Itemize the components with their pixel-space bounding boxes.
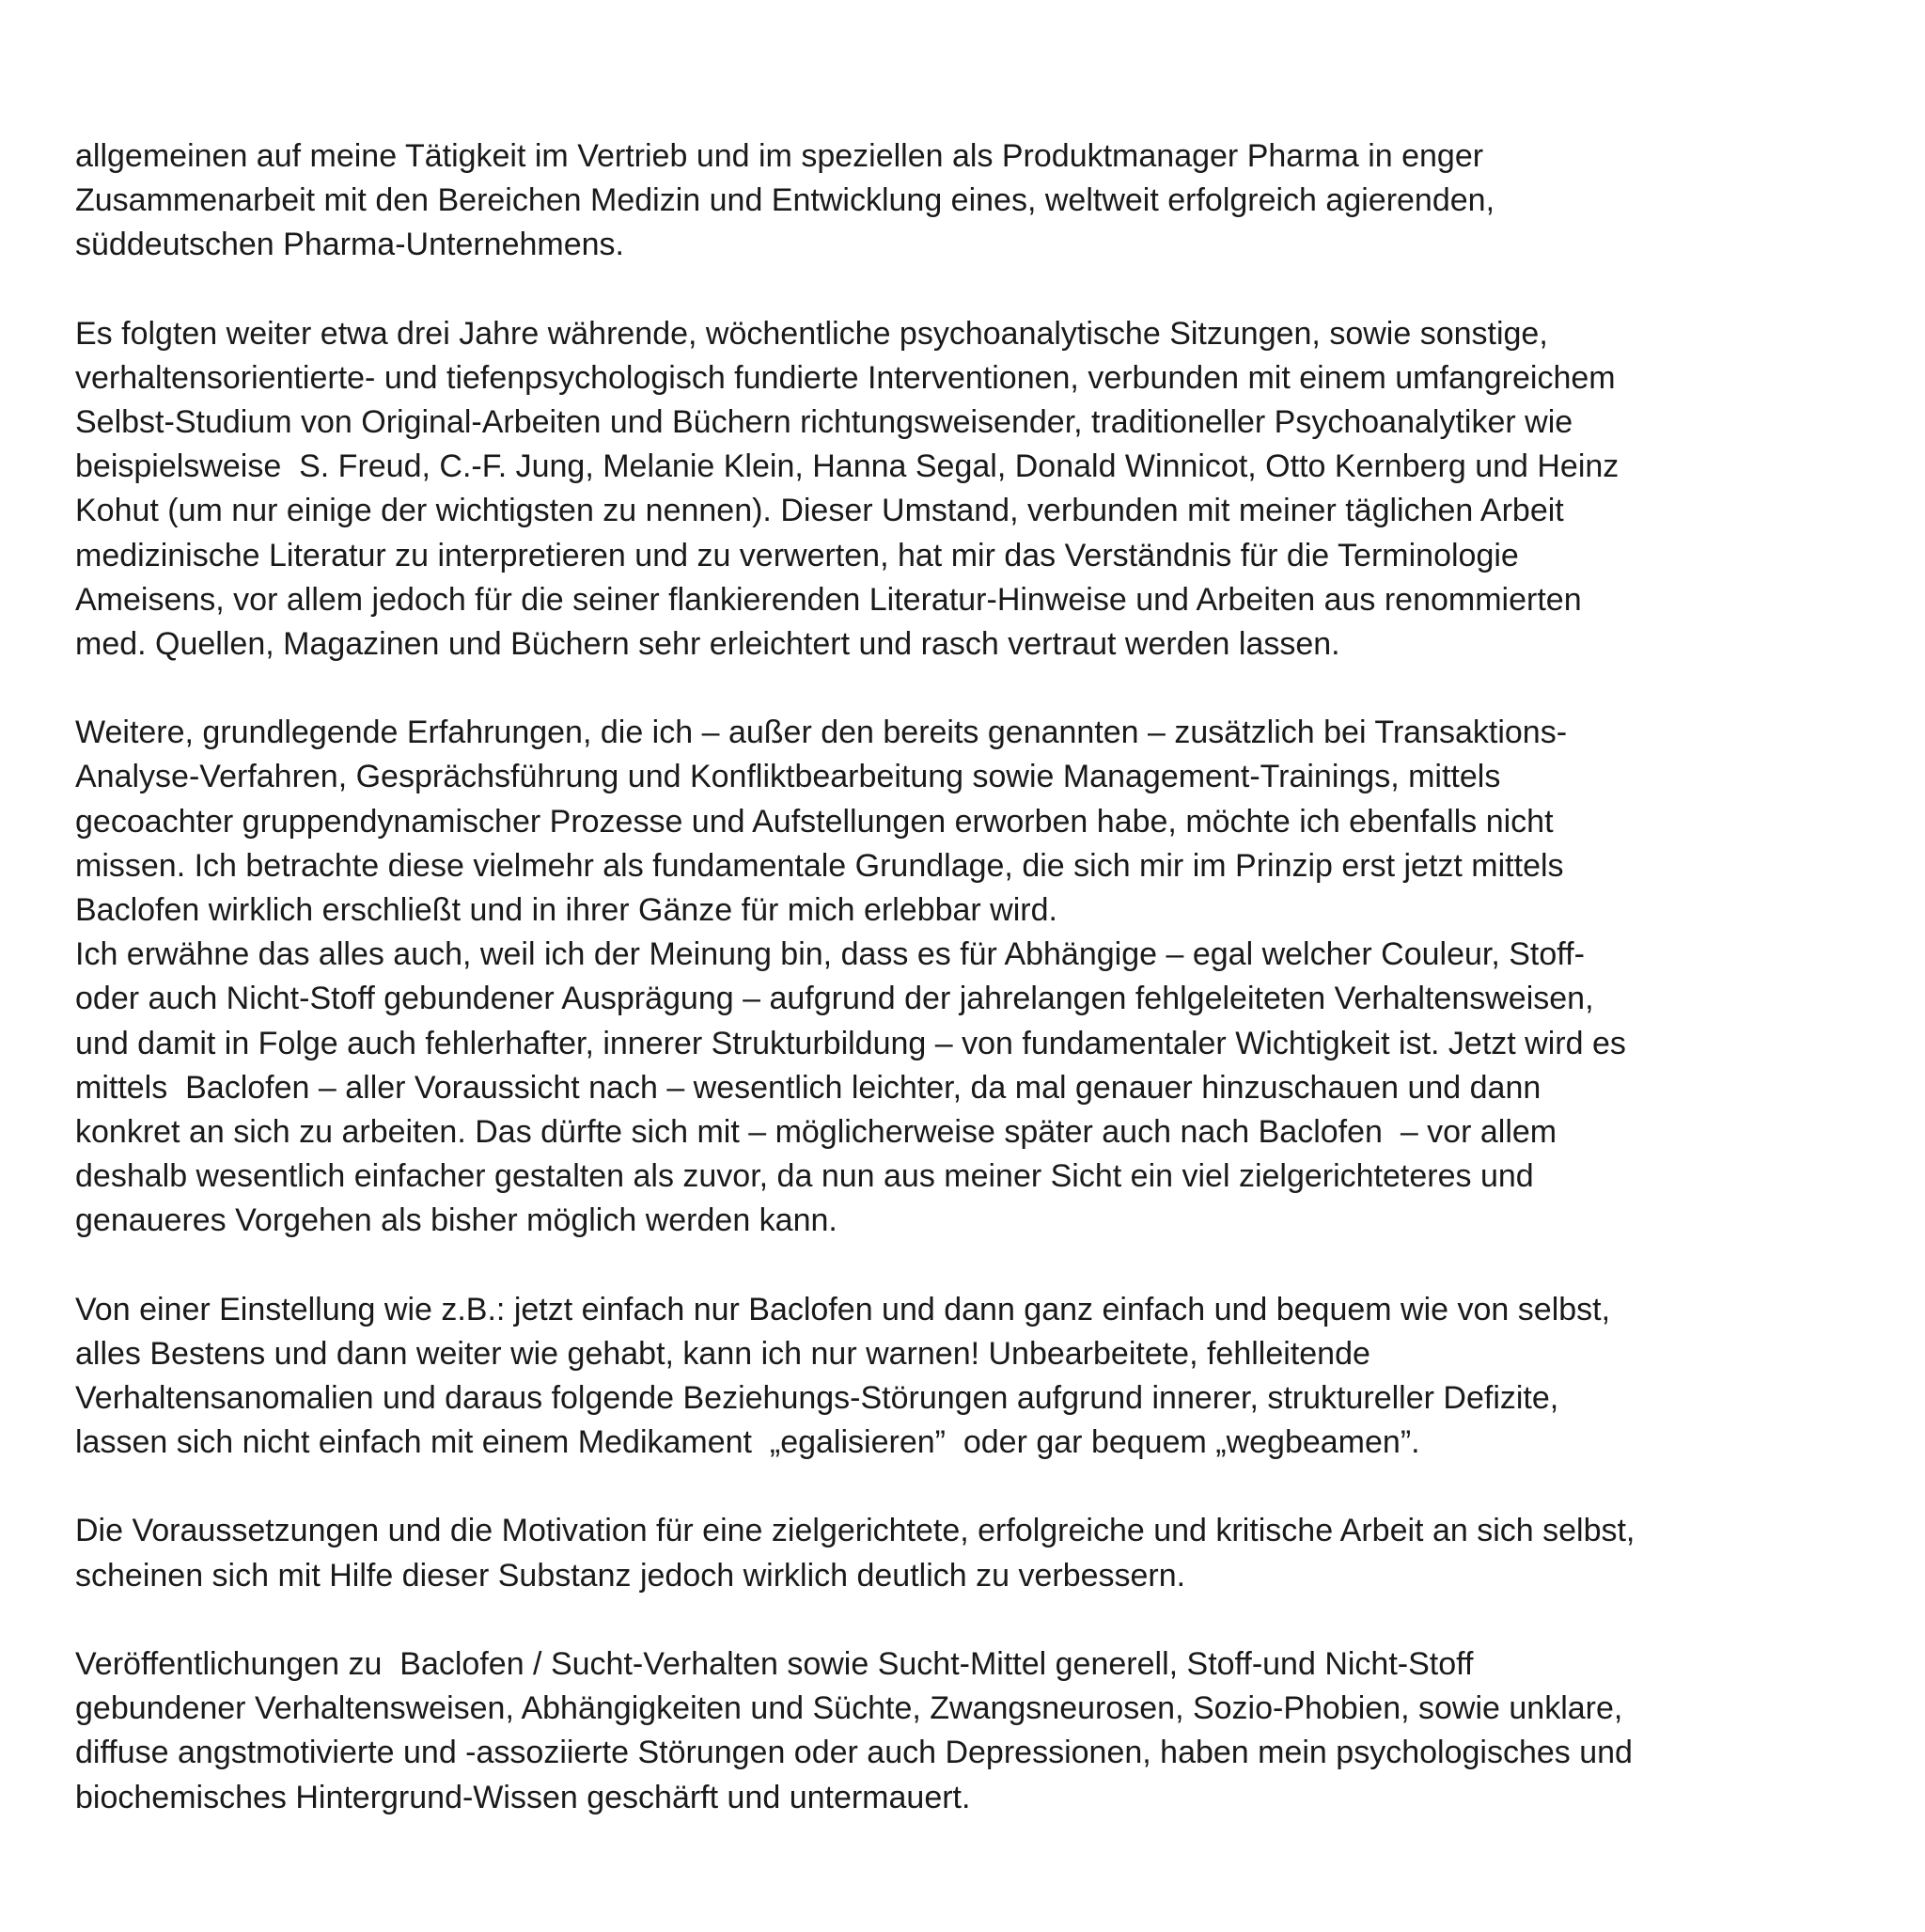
text-line: gebundener Verhaltensweisen, Abhängigkeiten und Süchte, Zwangsneurosen, Sozio-Phobien, sowie unklare, xyxy=(75,1690,1623,1727)
text-line: medizinische Literatur zu interpretieren und zu verwerten, hat mir das Verständnis für die Terminologie xyxy=(75,537,1519,573)
text-line: Es folgten weiter etwa drei Jahre währende, wöchentliche psychoanalytische Sitzungen, sowie sonstige, xyxy=(75,315,1548,352)
text-line: Weitere, grundlegende Erfahrungen, die ich – außer den bereits genannten – zusätzlich bei Transaktions- xyxy=(75,715,1568,751)
text-line: Baclofen wirklich erschließt und in ihrer Gänze für mich erlebbar wird. xyxy=(75,892,1057,929)
text-line: biochemisches Hintergrund-Wissen geschärft und untermauert. xyxy=(75,1779,971,1815)
text-line: gecoachter gruppendynamischer Prozesse und Aufstellungen erworben habe, möchte ich ebenfalls nicht xyxy=(75,803,1554,840)
paragraph-4 xyxy=(75,1288,1917,1466)
paragraph-6 xyxy=(75,1642,1917,1820)
paragraph-gap xyxy=(75,1598,1917,1642)
text-line: deshalb wesentlich einfacher gestalten als zuvor, da nun aus meiner Sicht ein viel zielgerichteteres und xyxy=(75,1158,1534,1195)
text-line: Kohut (um nur einige der wichtigsten zu nennen). Dieser Umstand, verbunden mit meiner täglichen Arbeit xyxy=(75,493,1564,529)
paragraph-5 xyxy=(75,1509,1917,1597)
paragraph-gap xyxy=(75,1244,1917,1288)
paragraph-gap xyxy=(75,667,1917,711)
text-line: allgemeinen auf meine Tätigkeit im Vertrieb und im speziellen als Produktmanager Pharma in enger xyxy=(75,138,1484,174)
text-line: konkret an sich zu arbeiten. Das dürfte sich mit – möglicherweise später auch nach Baclofen – vor allem xyxy=(75,1114,1557,1151)
paragraph-2 xyxy=(75,312,1917,668)
text-line: verhaltensorientierte- und tiefenpsychologisch fundierte Interventionen, verbunden mit einem umfangreichem xyxy=(75,359,1616,396)
text-line: genaueres Vorgehen als bisher möglich werden kann. xyxy=(75,1202,837,1239)
text-line: beispielsweise S. Freud, C.-F. Jung, Melanie Klein, Hanna Segal, Donald Winnicot, Otto Kernberg und Heinz xyxy=(75,448,1620,485)
text-line: Veröffentlichungen zu Baclofen / Sucht-Verhalten sowie Sucht-Mittel generell, Stoff-und Nicht-Stoff xyxy=(75,1645,1474,1682)
text-line: Analyse-Verfahren, Gesprächsführung und Konfliktbearbeitung sowie Management-Trainings, mittels xyxy=(75,759,1501,795)
text-line: Die Voraussetzungen und die Motivation für eine zielgerichtete, erfolgreiche und kritische Arbeit an sich selbst, xyxy=(75,1513,1635,1549)
text-line: alles Bestens und dann weiter wie gehabt, kann ich nur warnen! Unbearbeitete, fehlleitende xyxy=(75,1335,1370,1372)
paragraph-1 xyxy=(75,134,1917,268)
text-line: Ich erwähne das alles auch, weil ich der Meinung bin, dass es für Abhängige – egal welcher Couleur, Stoff- xyxy=(75,936,1585,973)
paragraph-3 xyxy=(75,711,1917,1243)
text-line: Ameisens, vor allem jedoch für die seiner flankierenden Literatur-Hinweise und Arbeiten aus renommierten xyxy=(75,581,1582,618)
paragraph-gap xyxy=(75,268,1917,312)
text-line: missen. Ich betrachte diese vielmehr als fundamentale Grundlage, die sich mir im Prinzip erst jetzt mittels xyxy=(75,847,1564,884)
text-line: med. Quellen, Magazinen und Büchern sehr erleichtert und rasch vertraut werden lassen. xyxy=(75,626,1340,663)
text-line: diffuse angstmotivierte und -assoziierte Störungen oder auch Depressionen, haben mein psychologisches und xyxy=(75,1735,1633,1771)
text-line: süddeutschen Pharma-Unternehmens. xyxy=(75,227,624,263)
document-page xyxy=(75,134,1917,1820)
text-line: Von einer Einstellung wie z.B.: jetzt einfach nur Baclofen und dann ganz einfach und bequem wie von selbst, xyxy=(75,1291,1611,1327)
text-line: oder auch Nicht-Stoff gebundener Ausprägung – aufgrund der jahrelangen fehlgeleiteten Verhaltensweisen, xyxy=(75,981,1594,1017)
text-line: Verhaltensanomalien und daraus folgende Beziehungs-Störungen aufgrund innerer, struktureller Defizite, xyxy=(75,1380,1559,1417)
text-line: Zusammenarbeit mit den Bereichen Medizin und Entwicklung eines, weltweit erfolgreich agierenden, xyxy=(75,182,1495,219)
paragraph-gap xyxy=(75,1465,1917,1509)
text-line: Selbst-Studium von Original-Arbeiten und Büchern richtungsweisender, traditioneller Psychoanalytiker wie xyxy=(75,404,1573,441)
text-line: und damit in Folge auch fehlerhafter, innerer Strukturbildung – von fundamentaler Wichtigkeit ist. Jetzt wird es xyxy=(75,1025,1626,1061)
text-line: mittels Baclofen – aller Voraussicht nach – wesentlich leichter, da mal genauer hinzuschauen und dann xyxy=(75,1069,1542,1106)
text-line: lassen sich nicht einfach mit einem Medikament „egalisieren” oder gar bequem „wegbeamen”. xyxy=(75,1424,1420,1461)
text-line: scheinen sich mit Hilfe dieser Substanz jedoch wirklich deutlich zu verbessern. xyxy=(75,1557,1186,1594)
